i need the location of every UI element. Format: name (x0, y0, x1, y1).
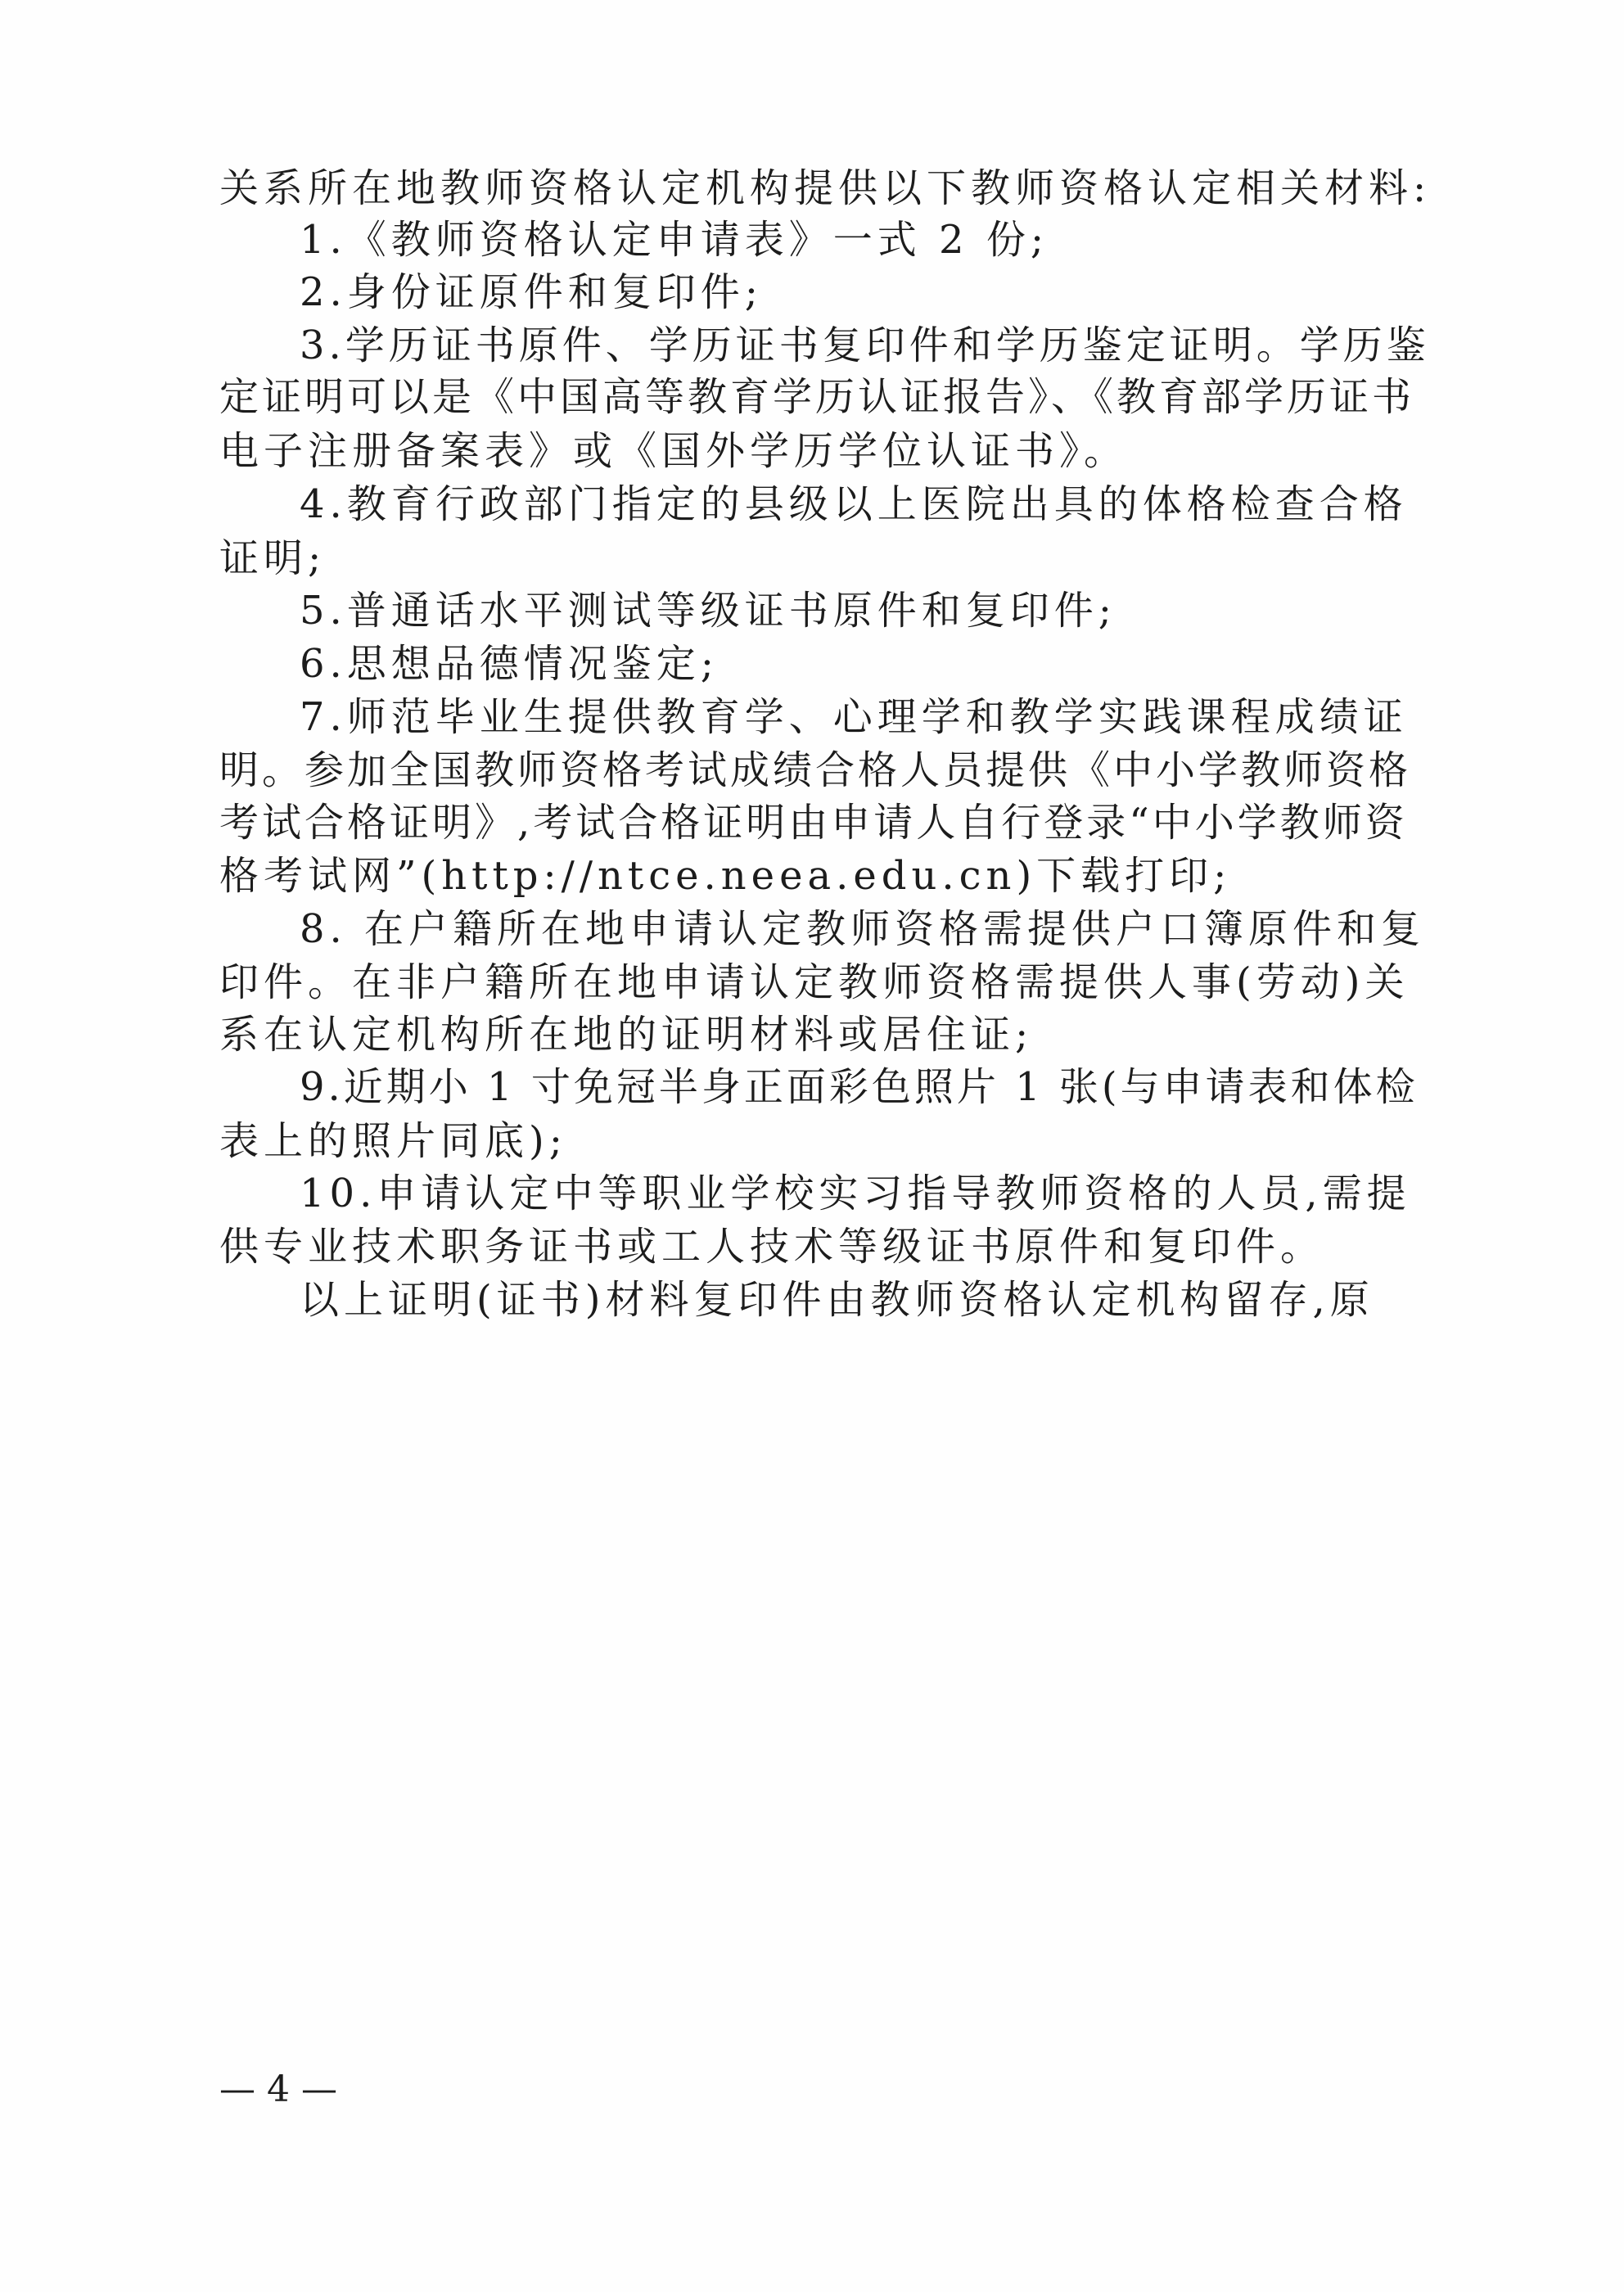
text-line: 考试合格证明》,考试合格证明由申请人自行登录“中小学教师资 (219, 800, 1408, 846)
text-line: 供专业技术职务证书或工人技术等级证书原件和复印件。 (219, 1224, 1325, 1270)
text-line: 系在认定机构所在地的证明材料或居住证; (219, 1012, 1034, 1058)
text-line: 4.教育行政部门指定的县级以上医院出具的体格检查合格 (300, 481, 1408, 527)
text-line: 3.学历证书原件、学历证书复印件和学历鉴定证明。学历鉴 (300, 323, 1430, 368)
text-line: 关系所在地教师资格认定机构提供以下教师资格认定相关材料: (219, 165, 1432, 211)
text-line: 印件。在非户籍所在地申请认定教师资格需提供人事(劳动)关 (219, 959, 1410, 1005)
text-line: 5.普通话水平测试等级证书原件和复印件; (300, 588, 1116, 634)
text-line: 明。参加全国教师资格考试成绩合格人员提供《中小学教师资格 (219, 747, 1412, 793)
text-line: 2.身份证原件和复印件; (300, 269, 763, 315)
text-line: 7.师范毕业生提供教育学、心理学和教学实践课程成绩证 (300, 694, 1408, 740)
text-line: 以上证明(证书)材料复印件由教师资格认定机构留存,原 (300, 1277, 1374, 1323)
text-line: 格考试网”(http://ntce.neea.edu.cn)下载打印; (219, 853, 1232, 899)
text-line: 9.近期小 1 寸免冠半身正面彩色照片 1 张(与申请表和体检 (300, 1064, 1419, 1110)
text-line: 1.《教师资格认定申请表》一式 2 份; (300, 217, 1049, 263)
text-line: 定证明可以是《中国高等教育学历认证报告》、《教育部学历证书 (219, 374, 1415, 420)
text-line: 电子注册备案表》或《国外学历学位认证书》。 (219, 428, 1129, 474)
text-line: 证明; (219, 535, 327, 581)
text-line: 10.申请认定中等职业学校实习指导教师资格的人员,需提 (300, 1171, 1411, 1216)
page-number: — 4 — (219, 2069, 337, 2110)
text-line: 8. 在户籍所在地申请认定教师资格需提供户口簿原件和复 (300, 906, 1426, 952)
text-line: 6.思想品德情况鉴定; (300, 641, 719, 687)
text-line: 表上的照片同底); (219, 1118, 567, 1164)
